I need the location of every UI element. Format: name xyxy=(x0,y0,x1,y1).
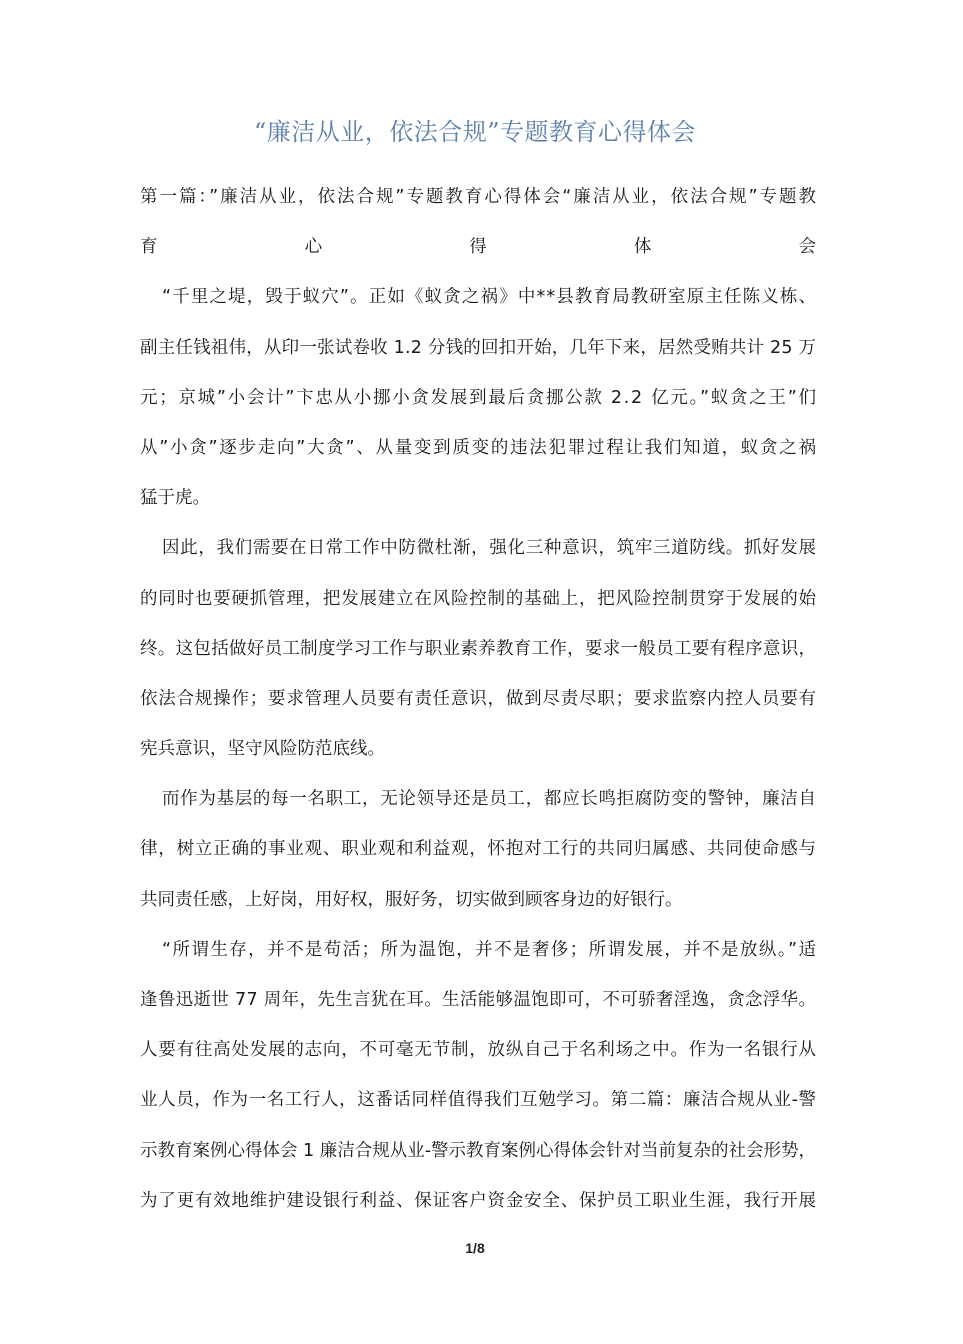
text-line: 为了更有效地维护建设银行利益、保证客户资金安全、保护员工职业生涯，我行开展 xyxy=(140,1190,817,1211)
document-title: “廉洁从业，依法合规”专题教育心得体会 xyxy=(253,118,697,146)
text-line: “所谓生存，并不是苟活；所为温饱，并不是奢侈；所谓发展，并不是放纵。”适 xyxy=(162,939,818,960)
text-line: 元；京城”小会计”卞忠从小挪小贪发展到最后贪挪公款 2.2 亿元。”蚁贪之王”们 xyxy=(140,387,818,408)
text-line: 而作为基层的每一名职工，无论领导还是员工，都应长鸣拒腐防变的警钟，廉洁自 xyxy=(162,789,817,810)
text-line: 从”小贪”逐步走向”大贪”、从量变到质变的违法犯罪过程让我们知道，蚁贪之祸 xyxy=(140,437,818,458)
text-line: 副主任钱祖伟，从印一张试卷收 1.2 分钱的回扣开始，几年下来，居然受贿共计 25 万 xyxy=(140,337,817,358)
text-line: 猛于虎。 xyxy=(140,488,210,509)
document-body xyxy=(140,172,963,1226)
page-number: 1/8 xyxy=(465,1240,485,1256)
text-line: 因此，我们需要在日常工作中防微杜渐，强化三种意识，筑牢三道防线。抓好发展 xyxy=(162,538,817,559)
text-line: 依法合规操作；要求管理人员要有责任意识，做到尽责尽职；要求监察内控人员要有 xyxy=(140,688,817,709)
text-line: 宪兵意识，坚守风险防范底线。 xyxy=(140,739,385,760)
text-line: 共同责任感，上好岗，用好权，服好务，切实做到顾客身边的好银行。 xyxy=(140,889,683,910)
text-line: 的同时也要硬抓管理，把发展建立在风险控制的基础上，把风险控制贯穿于发展的始 xyxy=(140,588,817,609)
text-line: 律，树立正确的事业观、职业观和利益观，怀抱对工行的共同归属感、共同使命感与 xyxy=(140,839,817,860)
text-line: “千里之堤，毁于蚁穴”。正如《蚁贪之祸》中**县教育局教研室原主任陈义栋、 xyxy=(162,287,818,308)
text-line: 逢鲁迅逝世 77 周年，先生言犹在耳。生活能够温饱即可，不可骄奢淫逸，贪念浮华。 xyxy=(140,990,817,1010)
text-line: 终。这包括做好员工制度学习工作与职业素养教育工作，要求一般员工要有程序意识， xyxy=(140,638,817,659)
text-line: 业人员，作为一名工行人，这番话同样值得我们互勉学习。第二篇：廉洁合规从业-警 xyxy=(140,1090,817,1111)
text-line: 第一篇：”廉洁从业，依法合规”专题教育心得体会“廉洁从业，依法合规”专题教 xyxy=(140,187,818,207)
text-line: 人要有往高处发展的志向，不可毫无节制，放纵自己于名利场之中。作为一名银行从 xyxy=(140,1040,817,1061)
text-line: 示教育案例心得体会 1 廉洁合规从业-警示教育案例心得体会针对当前复杂的社会形势， xyxy=(140,1140,816,1161)
text-line: 育心得体会 xyxy=(140,237,963,258)
